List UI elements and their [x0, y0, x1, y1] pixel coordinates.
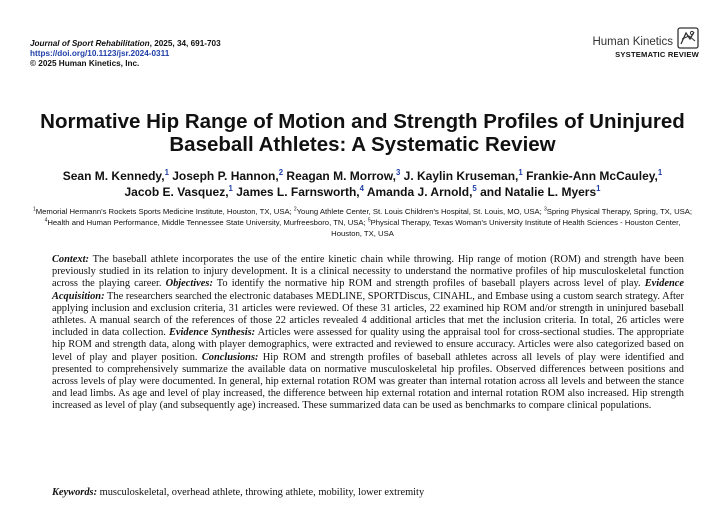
context-text: The baseball athlete incorporates the use of the entire kinetic chain while throwing. Hip range of motion (ROM) and strength have been previously studied in its relation to injury development. It is a clinical necessity to understand the normative profiles of hip musculoskeletal function across the playing career.: [52, 254, 684, 290]
affiliation-text: Health and Human Performance, Middle Tennessee State University, Murfreesboro, TN, USA;: [47, 218, 368, 227]
author-affiliation-ref: 2: [278, 168, 284, 177]
author-affiliation-ref: 1: [164, 168, 169, 177]
title-line-2: Baseball Athletes: A Systematic Review: [169, 133, 556, 156]
author-affiliation-ref: 1: [228, 184, 233, 193]
objectives-text: To identify the normative hip ROM and strength profiles of baseball players across level of play.: [212, 278, 645, 290]
author-name: James L. Farnsworth,: [236, 185, 360, 199]
conclusions-text: Hip ROM and strength profiles of baseball athletes across all levels of play were identified and presented to comprehensively summarize the available data on normative musculoskeletal hip profiles. Observed differences between positions and across levels of play were documented. In general, hip external rotation ROM was greater than internal rotation across all levels and between the stance and lead limbs. As age and level of play increased, the difference between hip external rotation and internal rotation ROM also increased. Hip strength increased as level of play (and subsequently age) increased. These summarized data can be used as benchmarks to compare clinical populations.: [52, 351, 684, 412]
keywords-label: Keywords:: [52, 487, 98, 498]
author-name: Sean M. Kennedy,: [62, 169, 165, 183]
author-name: Jacob E. Vasquez,: [124, 185, 229, 199]
affiliation-text: Physical Therapy, Texas Woman's University Institute of Health Sciences - Houston Center, Houston, TX, USA: [331, 218, 681, 238]
title-line-1: Normative Hip Range of Motion and Strength Profiles of Uninjured: [40, 110, 685, 133]
affiliation-number: 3: [543, 206, 547, 213]
publisher-name: Human Kinetics: [592, 36, 673, 48]
affiliations: [30, 206, 695, 239]
affiliation-text: Memorial Hermann's Rockets Sports Medicine Institute, Houston, TX, USA;: [35, 207, 294, 216]
author-name: Reagan M. Morrow,: [286, 169, 396, 183]
journal-header: [30, 39, 221, 69]
evidence-acquisition-text: The researchers searched the electronic databases MEDLINE, SPORTDiscus, CINAHL, and Embase using a custom search strategy. After applying inclusion and exclusion criteria, 31 articles were reviewed. Of these 31 articles, 22 examined hip ROM and/or strength in uninjured baseball athletes. A manual search of the references of those 22 articles revealed 4 additional articles that met the inclusion criteria. In total, 26 articles were included in data collection.: [52, 290, 684, 339]
affiliation-number: 5: [367, 217, 371, 224]
author-name: and Natalie L. Myers: [480, 185, 597, 199]
affiliation-number: 2: [293, 206, 297, 213]
author-affiliation-ref: 3: [395, 168, 401, 177]
affiliation-text: Spring Physical Therapy, Spring, TX, USA;: [546, 207, 693, 216]
evidence-synthesis-text: Articles were assessed for quality using the appraisal tool for cross-sectional studies. The appropriate hip ROM and strength data, along with player demographics, were extracted and reviewed to ensure accuracy. Articles were also categorized based on level of play and player position.: [52, 327, 685, 363]
keywords-text: musculoskeletal, overhead athlete, throwing athlete, mobility, lower extremity: [97, 487, 425, 498]
author-affiliation-ref: 5: [472, 184, 477, 193]
context-label: Context:: [52, 254, 89, 265]
copyright-notice: © 2025 Human Kinetics, Inc.: [30, 59, 140, 68]
journal-volume-pages: , 2025, 34, 691-703: [149, 39, 221, 48]
article-section-label: SYSTEMATIC REVIEW: [615, 50, 699, 59]
human-kinetics-logo-icon: [677, 27, 699, 49]
author-affiliation-ref: 1: [596, 184, 601, 193]
evidence-acquisition-label: Evidence Acquisition:: [52, 278, 684, 302]
author-name: Joseph P. Hannon,: [172, 169, 279, 183]
article-title: [20, 110, 705, 156]
journal-citation: [30, 39, 221, 49]
journal-title: Journal of Sport Rehabilitation: [30, 39, 150, 48]
affiliation-number: 1: [32, 206, 36, 213]
author-list: [20, 168, 705, 200]
objectives-label: Objectives:: [165, 278, 213, 290]
publisher-block: [549, 27, 699, 59]
author-name: Frankie-Ann McCauley,: [526, 169, 658, 183]
author-affiliation-ref: 4: [359, 184, 364, 193]
keywords: [52, 487, 684, 499]
abstract: [52, 254, 684, 413]
author-affiliation-ref: 1: [518, 168, 523, 177]
conclusions-label: Conclusions:: [201, 351, 259, 363]
affiliation-text: Young Athlete Center, St. Louis Children's Hospital, St. Louis, MO, USA;: [296, 207, 544, 216]
author-name: Amanda J. Arnold,: [366, 185, 473, 199]
evidence-synthesis-label: Evidence Synthesis:: [168, 327, 256, 339]
author-name: J. Kaylin Kruseman,: [403, 169, 519, 183]
author-affiliation-ref: 1: [657, 168, 663, 177]
doi-link[interactable]: https://doi.org/10.1123/jsr.2024-0311: [30, 49, 170, 58]
affiliation-number: 4: [44, 217, 48, 224]
